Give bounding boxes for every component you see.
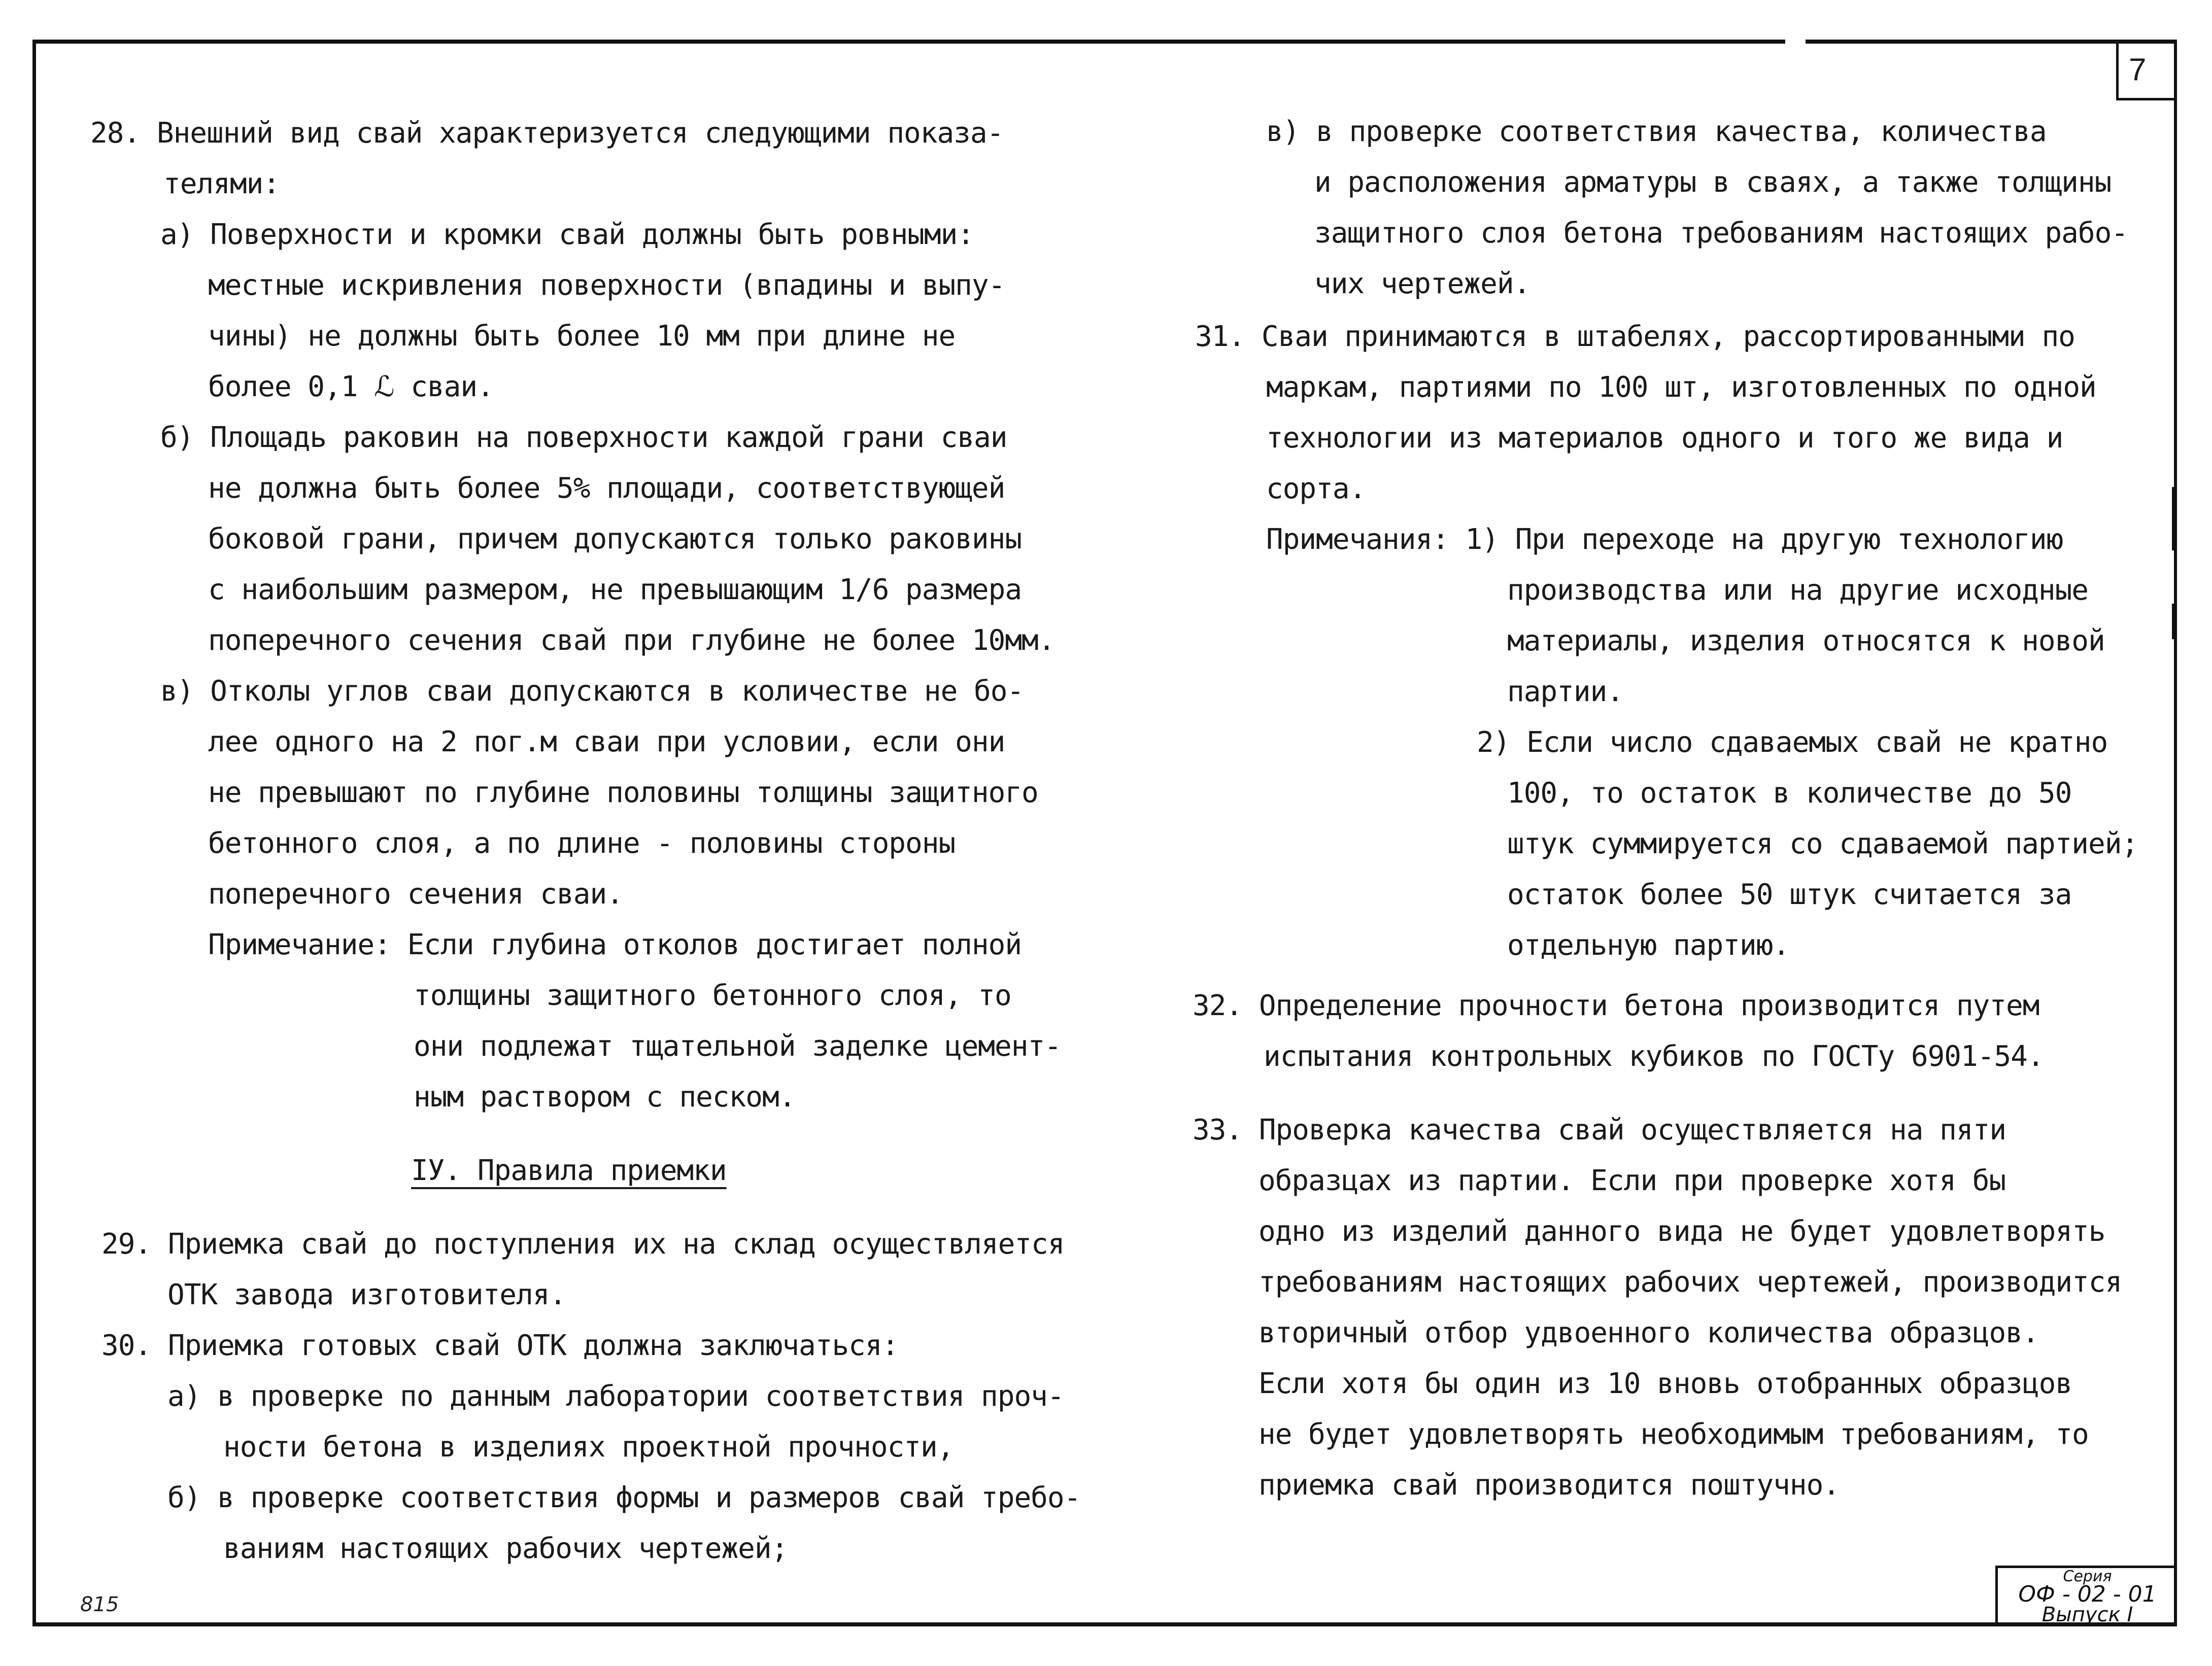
frame-gap <box>1785 37 1806 46</box>
notes-2-line-3: штук суммируется со сдаваемой партией; <box>1507 827 2138 860</box>
item-28c-line-1: в) Отколы углов сваи допускаются в количестве не бо- <box>160 675 1024 708</box>
item-29-line-1: 29. Приемка свай до поступления их на склад осуществляется <box>101 1228 1065 1261</box>
item-33-line-5: вторичный отбор удвоенного количества образцов. <box>1258 1316 2039 1349</box>
stamp-label: Серия <box>2063 1568 2112 1585</box>
item-33-line-2: образцах из партии. Если при проверке хотя бы <box>1258 1164 2006 1197</box>
notes-2-line-2: 100, то остаток в количестве до 50 <box>1507 777 2072 810</box>
note-line-4: ным раствором с песком. <box>414 1081 796 1114</box>
item-33-line-3: одно из изделий данного вида не будет удовлетворять <box>1258 1215 2105 1248</box>
notes-2-line-4: остаток более 50 штук считается за <box>1507 878 2072 911</box>
item-32-line-2: испытания контрольных кубиков по ГОСТу 6901-54. <box>1264 1040 2044 1073</box>
item-28c-line-5: поперечного сечения сваи. <box>208 878 623 911</box>
item-33-line-8: приемка свай производится поштучно. <box>1258 1469 1840 1502</box>
item-28-line-1: 28. Внешний вид свай характеризуется следующими показа- <box>90 117 1004 150</box>
stamp-issue: Выпуск I <box>2041 1603 2133 1626</box>
item-28b-line-3: боковой грани, причем допускаются только раковины <box>208 523 1022 556</box>
item-33-line-7: не будет удовлетворять необходимым требованиям, то <box>1258 1418 2089 1451</box>
item-29-line-2: ОТК завода изготовителя. <box>167 1278 566 1311</box>
item-30-line-1: 30. Приемка готовых свай ОТК должна заключаться: <box>101 1329 899 1362</box>
note-line-3: они подлежат тщательной заделке цемент- <box>414 1030 1061 1063</box>
item-28a-line-1: а) Поверхности и кромки свай должны быть ровными: <box>160 218 974 251</box>
item-30b-line-2: ваниям настоящих рабочих чертежей; <box>223 1532 788 1565</box>
note-line-1: Примечание: Если глубина отколов достигает полной <box>208 928 1022 961</box>
item-30b-line-1: б) в проверке соответствия формы и размеров свай требо- <box>167 1481 1081 1514</box>
item-30c-line-1: в) в проверке соответствия качества, количества <box>1266 115 2047 148</box>
note-line-2: толщины защитного бетонного слоя, то <box>414 979 1011 1012</box>
notes-2-line-1: 2) Если число сдаваемых свай не кратно <box>1477 726 2108 759</box>
notes-1-line-4: партии. <box>1507 675 1624 708</box>
item-28a-line-3: чины) не должны быть более 10 мм при длине не <box>208 320 956 353</box>
item-28b-line-5: поперечного сечения свай при глубине не более 10мм. <box>208 624 1055 657</box>
notes-1-line-1: Примечания: 1) При переходе на другую технологию <box>1266 523 2063 556</box>
item-28a-line-4: более 0,1 ℒ сваи. <box>208 370 494 403</box>
item-28c-line-4: бетонного слоя, а по длине - половины стороны <box>208 827 956 860</box>
item-28b-line-2: не должна быть более 5% площади, соответствующей <box>208 472 1005 505</box>
item-31-line-1: 31. Сваи принимаются в штабелях, рассортированными по <box>1195 320 2075 353</box>
edge-mark <box>2172 487 2174 550</box>
item-33-line-1: 33. Проверка качества свай осуществляется на пяти <box>1193 1114 2006 1147</box>
item-28c-line-2: лее одного на 2 пог.м сваи при условии, если они <box>208 725 1005 758</box>
item-32-line-1: 32. Определение прочности бетона производится путем <box>1193 989 2039 1022</box>
item-30c-line-4: чих чертежей. <box>1314 267 1530 300</box>
item-28-line-2: телями: <box>163 167 280 200</box>
item-31-line-4: сорта. <box>1266 472 1366 505</box>
notes-1-line-3: материалы, изделия относятся к новой <box>1507 624 2105 657</box>
page-number: 7 <box>2116 44 2177 100</box>
stamp-series: ОФ - 02 - 01 <box>2018 1581 2157 1607</box>
item-28b-line-1: б) Площадь раковин на поверхности каждой грани сваи <box>160 421 1007 454</box>
item-30c-line-2: и расположения арматуры в сваях, а также толщины <box>1314 166 2112 199</box>
notes-1-line-2: производства или на другие исходные <box>1507 574 2089 607</box>
item-31-line-3: технологии из материалов одного и того же вида и <box>1266 422 2063 455</box>
item-33-line-6: Если хотя бы один из 10 вновь отобранных образцов <box>1258 1367 2072 1400</box>
item-33-line-4: требованиям настоящих рабочих чертежей, производится <box>1258 1266 2122 1299</box>
item-28a-line-2: местные искривления поверхности (впадины и выпу- <box>208 269 1005 302</box>
item-30a-line-1: а) в проверке по данным лаборатории соответствия проч- <box>167 1380 1064 1413</box>
item-31-line-2: маркам, партиями по 100 шт, изготовленных по одной <box>1266 371 2096 404</box>
series-stamp <box>1995 1566 2177 1626</box>
edge-mark <box>2172 604 2174 639</box>
item-30c-line-3: защитного слоя бетона требованиям настоящих рабо- <box>1314 217 2128 250</box>
item-28b-line-4: с наибольшим размером, не превышающим 1/6 размера <box>208 573 1022 606</box>
item-28c-line-3: не превышают по глубине половины толщины защитного <box>208 776 1038 809</box>
item-30a-line-2: ности бетона в изделиях проектной прочности, <box>223 1431 954 1464</box>
margin-note: 815 <box>80 1593 119 1616</box>
section-title: IУ. Правила приемки <box>411 1154 727 1187</box>
notes-2-line-5: отдельную партию. <box>1507 929 1790 962</box>
